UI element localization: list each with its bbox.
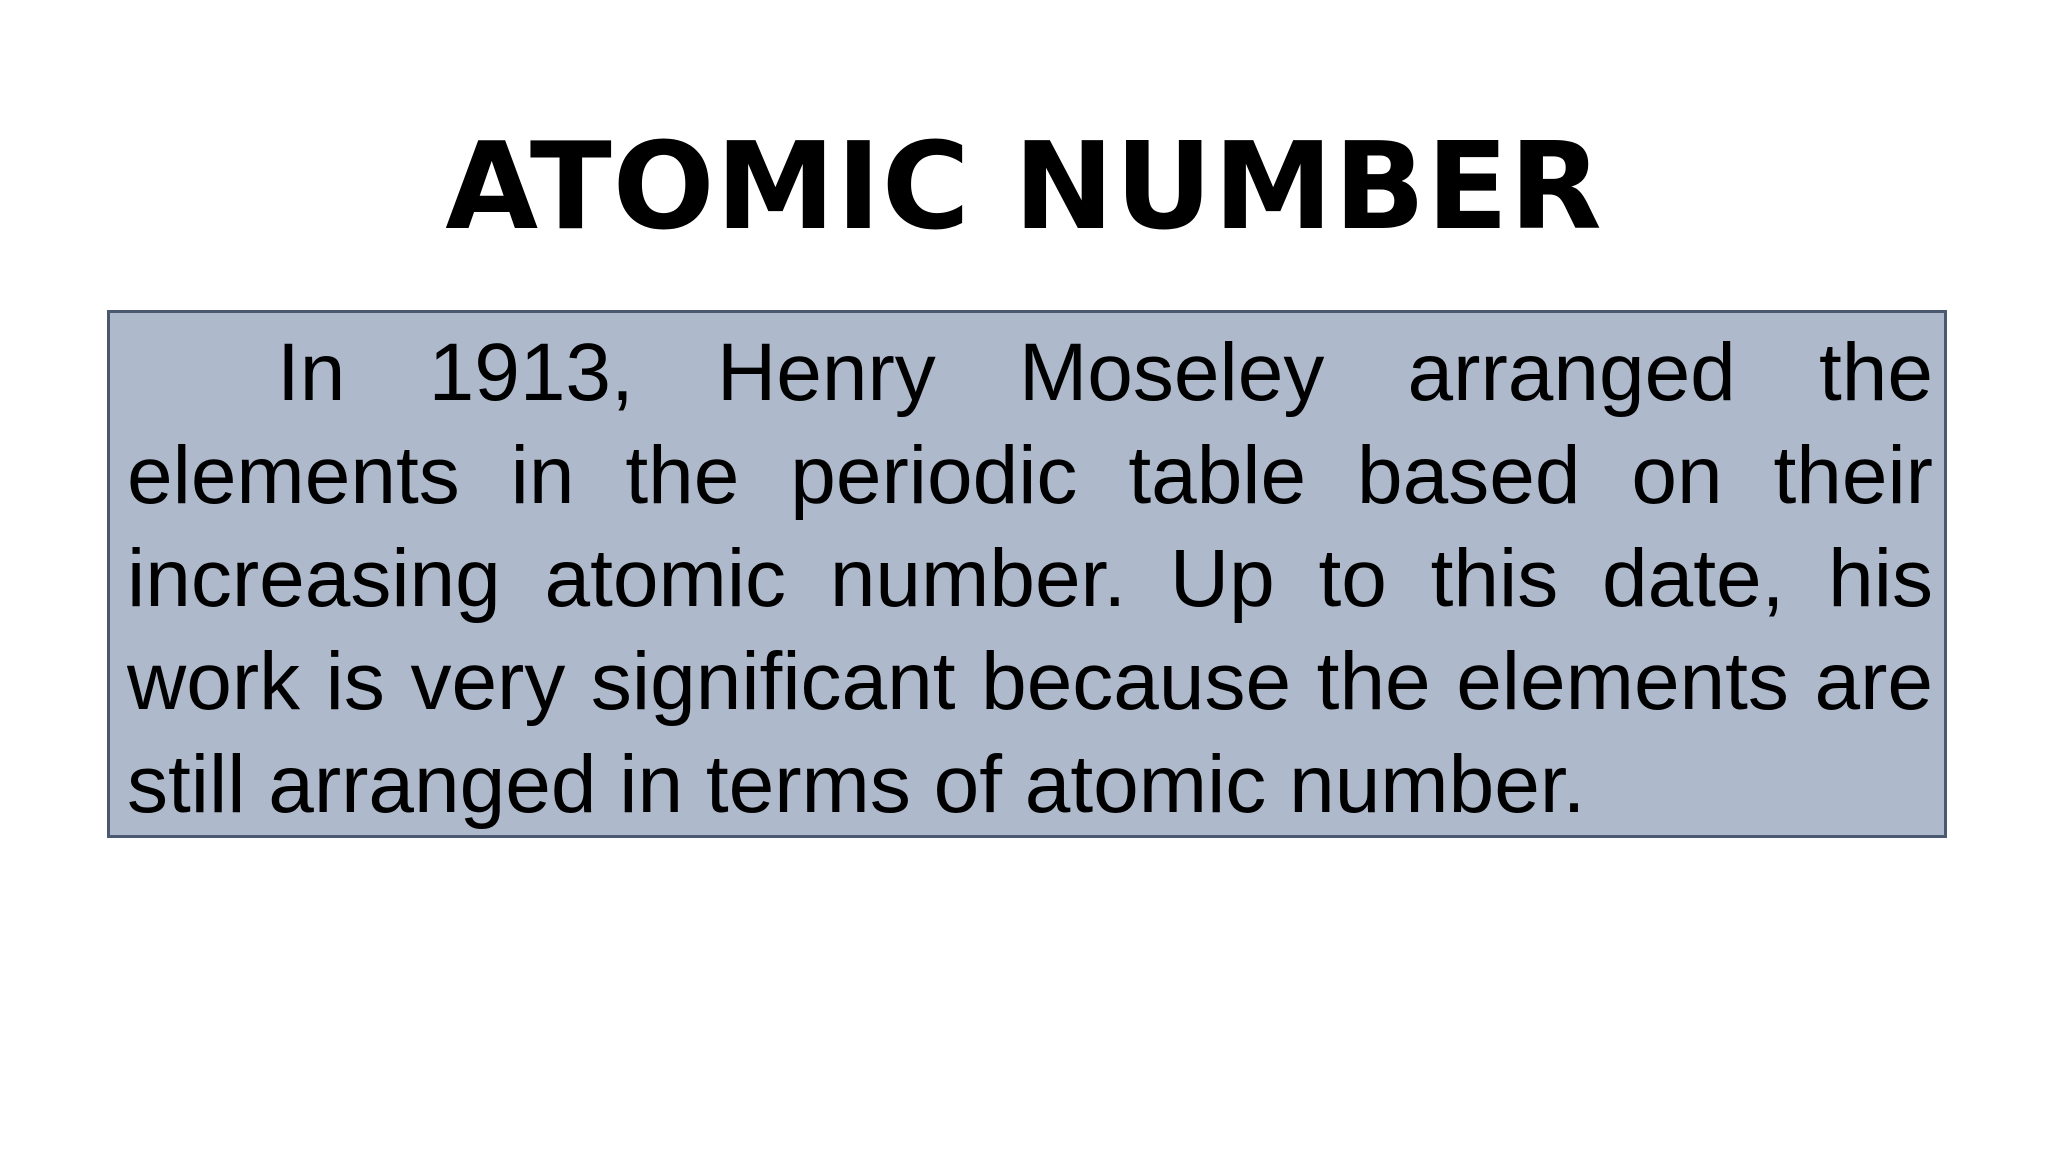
slide-title: ATOMIC NUMBER <box>445 118 1603 257</box>
definition-text-box <box>107 310 1947 838</box>
definition-paragraph: In 1913, Henry Moseley arranged the elements in the periodic table based on their increasing atomic number. Up to this date, his work is very significant because the elements are still arranged in terms of atomic number. <box>127 327 1933 830</box>
